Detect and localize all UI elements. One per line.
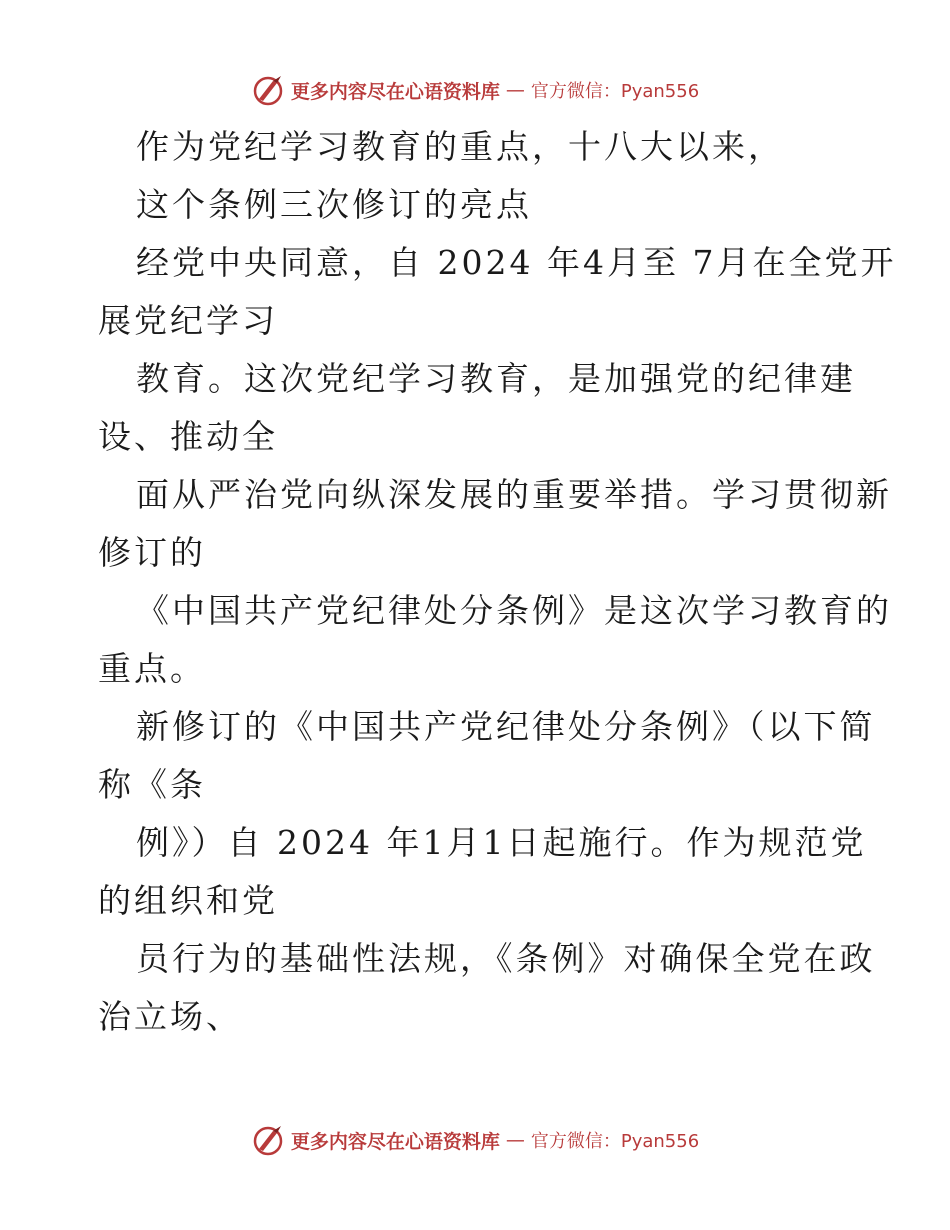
- banner-title: 更多内容尽在心语资料库: [290, 80, 500, 103]
- text-line: 设、推动全: [98, 417, 278, 456]
- banner-wechat: 官方微信：Pyan556: [530, 1131, 700, 1152]
- text-line: 的组织和党: [98, 881, 278, 920]
- text-line: 重点。: [98, 649, 206, 688]
- quill-pen-logo-icon: [251, 1123, 285, 1157]
- text-line: 修订的: [98, 533, 206, 572]
- text-line: 称《条: [98, 765, 206, 804]
- text-line: 面从严治党向纵深发展的重要举措。学习贯彻新: [136, 475, 892, 514]
- quill-pen-logo-icon: [251, 73, 285, 107]
- footer-banner: [0, 1120, 950, 1160]
- header-banner: [0, 70, 950, 110]
- text-line: 经党中央同意，自 2024 年4月至 7月在全党开: [136, 243, 897, 282]
- text-line: 例》）自 2024 年1月1日起施行。作为规范党: [136, 823, 867, 862]
- text-line: 治立场、: [98, 997, 242, 1036]
- banner-wechat: 官方微信：Pyan556: [530, 81, 700, 102]
- text-line: 《中国共产党纪律处分条例》是这次学习教育的: [136, 591, 892, 630]
- text-line: 员行为的基础性法规，《条例》对确保全党在政: [136, 939, 876, 978]
- text-line: 教育。这次党纪学习教育，是加强党的纪律建: [136, 359, 856, 398]
- text-line: 作为党纪学习教育的重点，十八大以来，: [136, 127, 784, 166]
- text-line: 展党纪学习: [98, 301, 278, 340]
- text-line: 这个条例三次修订的亮点: [136, 185, 532, 224]
- document-body: [98, 118, 897, 1046]
- banner-title: 更多内容尽在心语资料库: [290, 1130, 500, 1153]
- banner-dash: —: [505, 79, 525, 101]
- banner-dash: —: [505, 1129, 525, 1151]
- text-line: 新修订的《中国共产党纪律处分条例》（以下简: [136, 707, 876, 746]
